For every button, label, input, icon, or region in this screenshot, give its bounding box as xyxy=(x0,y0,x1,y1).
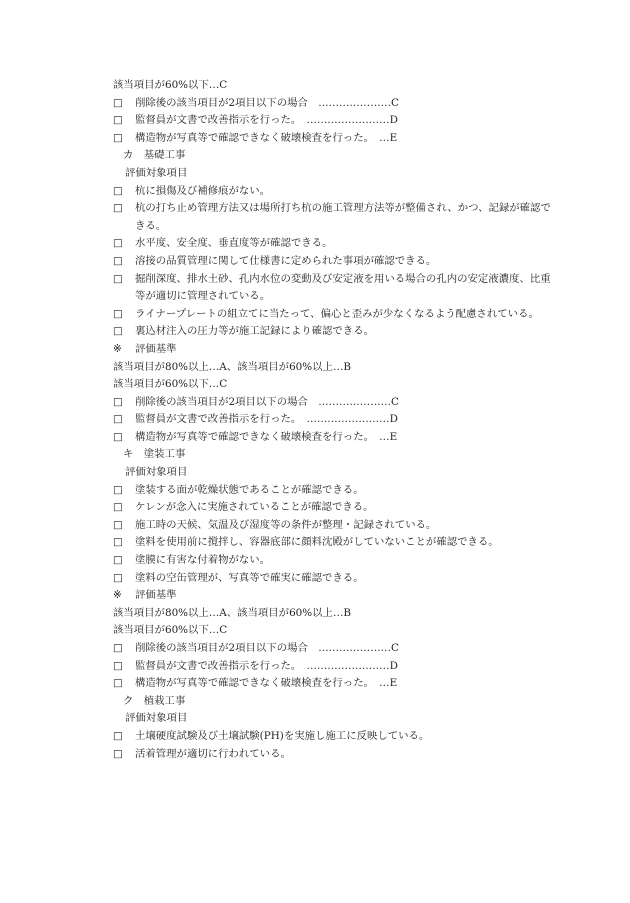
checklist-item xyxy=(113,552,553,570)
section-heading: キ 塗装工事 xyxy=(123,448,186,461)
item-text: 構造物が写真等で確認できなく破壊検査を行った。 …E xyxy=(135,677,398,690)
item-text: 掘削深度、排水土砂、孔内水位の変動及び安定液を用いる場合の孔内の安定液濃度、比重等が適切に管理されている。 xyxy=(135,272,551,303)
checklist-item xyxy=(113,253,553,271)
item-text: 塗装する面が乾燥状態であることが確認できる。 xyxy=(135,483,364,496)
checkbox-icon: □ xyxy=(113,430,123,443)
checkbox-icon: □ xyxy=(113,114,123,127)
checklist-item xyxy=(113,517,553,535)
item-text: 監督員が文書で改善指示を行った。 ……………………D xyxy=(135,114,398,127)
text-line: 該当項目が80%以上…A、該当項目が60%以上…B xyxy=(113,360,351,373)
checklist-item xyxy=(113,306,553,324)
checklist-item xyxy=(113,728,553,746)
checkbox-icon: □ xyxy=(113,501,123,514)
checklist-item xyxy=(113,658,553,676)
item-text: 削除後の該当項目が2項目以下の場合 …………………C xyxy=(135,395,399,408)
checkbox-icon: □ xyxy=(113,131,123,144)
checklist-item xyxy=(113,411,553,429)
text-line: 該当項目が60%以下…C xyxy=(113,378,228,391)
checklist-item xyxy=(113,675,553,693)
checkbox-icon: □ xyxy=(113,237,123,250)
item-text: 塗料の空缶管理が、写真等で確実に確認できる。 xyxy=(135,571,364,584)
checklist-item xyxy=(113,130,553,148)
item-text: 削除後の該当項目が2項目以下の場合 …………………C xyxy=(135,642,399,654)
item-text: 構造物が写真等で確認できなく破壊検査を行った。 …E xyxy=(135,131,398,144)
note-mark: ※ xyxy=(113,342,122,355)
checkbox-icon: □ xyxy=(113,483,123,496)
checkbox-icon: □ xyxy=(113,307,123,320)
checkbox-icon: □ xyxy=(113,325,123,338)
checkbox-icon: □ xyxy=(113,518,123,531)
item-text: 削除後の該当項目が2項目以下の場合 …………………C xyxy=(135,96,399,109)
checkbox-icon: □ xyxy=(113,554,123,567)
checklist-item xyxy=(113,746,553,764)
text-line: 該当項目が60%以下…C xyxy=(113,624,228,637)
checkbox-icon: □ xyxy=(113,202,123,215)
item-text: 杭に損傷及び補修痕がない。 xyxy=(135,184,271,197)
item-text: 溶接の品質管理に関して仕様書に定められた事項が確認できる。 xyxy=(135,254,437,267)
checklist-item xyxy=(113,112,553,130)
checkbox-icon: □ xyxy=(113,272,123,285)
item-text: 水平度、安全度、垂直度等が確認できる。 xyxy=(135,237,333,250)
checklist-item xyxy=(113,499,553,517)
checklist-item xyxy=(113,429,553,447)
item-text: 塗料を使用前に撹拌し、容器底部に顔料沈殿がしていないことが確認できる。 xyxy=(135,536,499,549)
checklist-item xyxy=(113,200,553,235)
item-text: 杭の打ち止め管理方法又は場所打ち杭の施工管理方法等が整備され、かつ、記録が確認できる。 xyxy=(135,202,551,232)
checklist-item xyxy=(113,323,553,341)
text-line: 該当項目が80%以上…A、該当項目が60%以上…B xyxy=(113,606,351,619)
checkbox-icon: □ xyxy=(113,571,123,584)
checklist-item xyxy=(113,183,553,201)
checklist-item xyxy=(113,482,553,500)
item-text: ライナープレートの組立てに当たって、偏心と歪みが少なくなるよう配慮されている。 xyxy=(135,307,539,320)
checkbox-icon: □ xyxy=(113,677,123,690)
checklist-item xyxy=(113,534,553,552)
item-text: 監督員が文書で改善指示を行った。 ……………………D xyxy=(135,659,398,672)
item-text: 活着管理が適切に行われている。 xyxy=(135,747,291,760)
checkbox-icon: □ xyxy=(113,729,123,742)
criteria-heading xyxy=(113,341,553,359)
checklist-item xyxy=(113,640,553,658)
subsection-heading: 評価対象項目 xyxy=(125,166,188,179)
subsection-heading: 評価対象項目 xyxy=(125,466,188,479)
item-text: 評価基準 xyxy=(135,589,177,602)
item-text: 評価基準 xyxy=(135,342,177,355)
item-text: 監督員が文書で改善指示を行った。 ……………………D xyxy=(135,413,398,426)
checkbox-icon: □ xyxy=(113,184,123,197)
checklist-item xyxy=(113,235,553,253)
section-heading: カ 基礎工事 xyxy=(123,149,186,162)
text-line: 該当項目が60%以下…C xyxy=(113,79,228,91)
item-text: 施工時の天候、気温及び湿度等の条件が整理・記録されている。 xyxy=(135,518,437,531)
document-body xyxy=(113,77,553,763)
item-text: 構造物が写真等で確認できなく破壊検査を行った。 …E xyxy=(135,430,398,443)
checkbox-icon: □ xyxy=(113,536,123,549)
checkbox-icon: □ xyxy=(113,747,123,760)
note-mark: ※ xyxy=(113,589,122,602)
item-text: 裏込材注入の圧力等が施工記録により確認できる。 xyxy=(135,325,374,338)
checklist-item xyxy=(113,271,553,306)
checklist-item xyxy=(113,95,553,113)
checkbox-icon: □ xyxy=(113,413,123,426)
checkbox-icon: □ xyxy=(113,659,123,672)
checkbox-icon: □ xyxy=(113,395,123,408)
checkbox-icon: □ xyxy=(113,96,123,109)
checklist-item xyxy=(113,394,553,412)
item-text: ケレンが念入に実施されていることが確認できる。 xyxy=(135,501,374,514)
subsection-heading: 評価対象項目 xyxy=(125,712,188,725)
criteria-heading xyxy=(113,587,553,605)
checklist-item xyxy=(113,570,553,588)
item-text: 塗膜に有害な付着物がない。 xyxy=(135,554,271,567)
checkbox-icon: □ xyxy=(113,254,123,267)
checkbox-icon: □ xyxy=(113,642,123,654)
item-text: 土壌硬度試験及び土壌試験(PH)を実施し施工に反映している。 xyxy=(135,729,430,742)
section-heading: ク 植栽工事 xyxy=(123,694,186,707)
